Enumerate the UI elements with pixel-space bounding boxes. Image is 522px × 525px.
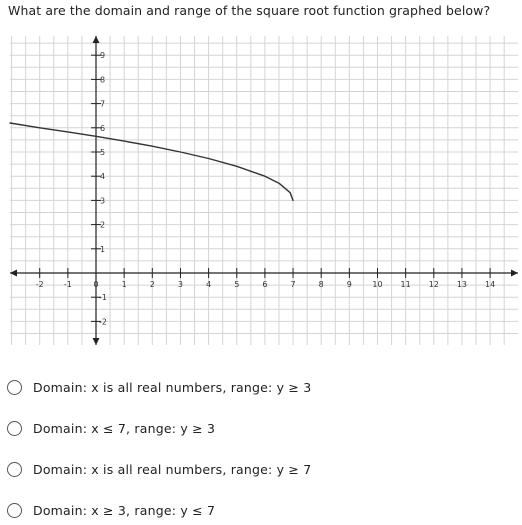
axes (10, 36, 518, 345)
x-tick-label: 8 (318, 280, 324, 289)
y-tick-label: -2 (99, 317, 107, 327)
y-tick-label: 6 (100, 123, 106, 133)
x-tick-label: 11 (400, 280, 411, 289)
question-text: What are the domain and range of the square root function graphed below? (8, 3, 491, 18)
x-tick-label: -1 (63, 280, 72, 289)
x-tick-label: 3 (177, 280, 183, 289)
x-tick-label: 13 (456, 280, 468, 289)
y-tick-label: 4 (100, 172, 106, 182)
radio-button-3[interactable] (7, 462, 22, 477)
x-tick-label: 1 (121, 280, 127, 289)
y-tick-label: 9 (100, 51, 106, 61)
answer-option-label-4: Domain: x ≥ 3, range: y ≤ 7 (33, 502, 216, 518)
radio-button-1[interactable] (7, 380, 22, 395)
x-tick-label: 6 (262, 280, 268, 289)
x-tick-label: -2 (35, 280, 44, 289)
answer-option-1[interactable] (7, 377, 311, 397)
y-tick-label: 7 (100, 99, 106, 109)
x-tick-label: 10 (372, 280, 383, 289)
grid (10, 36, 518, 345)
radio-button-4[interactable] (7, 503, 22, 518)
x-tick-label: 14 (485, 280, 496, 289)
answer-option-3[interactable] (7, 459, 311, 479)
answer-option-4[interactable] (7, 500, 215, 520)
y-tick-label: 3 (100, 196, 106, 206)
x-tick-label: 12 (428, 280, 439, 289)
x-tick-label: 2 (149, 280, 155, 289)
x-tick-label: 7 (290, 280, 296, 289)
y-tick-label: -1 (99, 293, 107, 303)
y-tick-label: 2 (100, 220, 106, 230)
x-tick-label: 5 (234, 280, 240, 289)
x-tick-label: 4 (206, 280, 212, 289)
x-tick-label: 9 (346, 280, 352, 289)
y-axis-arrow-down (93, 338, 100, 345)
answer-option-2[interactable] (7, 418, 215, 438)
x-tick-label: 0 (93, 280, 99, 289)
radio-button-2[interactable] (7, 421, 22, 436)
y-tick-label: 1 (100, 244, 106, 254)
answer-option-label-2: Domain: x ≤ 7, range: y ≥ 3 (33, 420, 216, 436)
answer-option-label-3: Domain: x is all real numbers, range: y ≥ 7 (33, 461, 312, 477)
y-tick-label: 5 (100, 148, 106, 157)
y-axis-arrow-up (93, 36, 100, 43)
answer-option-label-1: Domain: x is all real numbers, range: y ≥ 3 (33, 379, 312, 395)
y-tick-label: 8 (100, 75, 106, 85)
x-axis-arrow-right (511, 270, 518, 277)
